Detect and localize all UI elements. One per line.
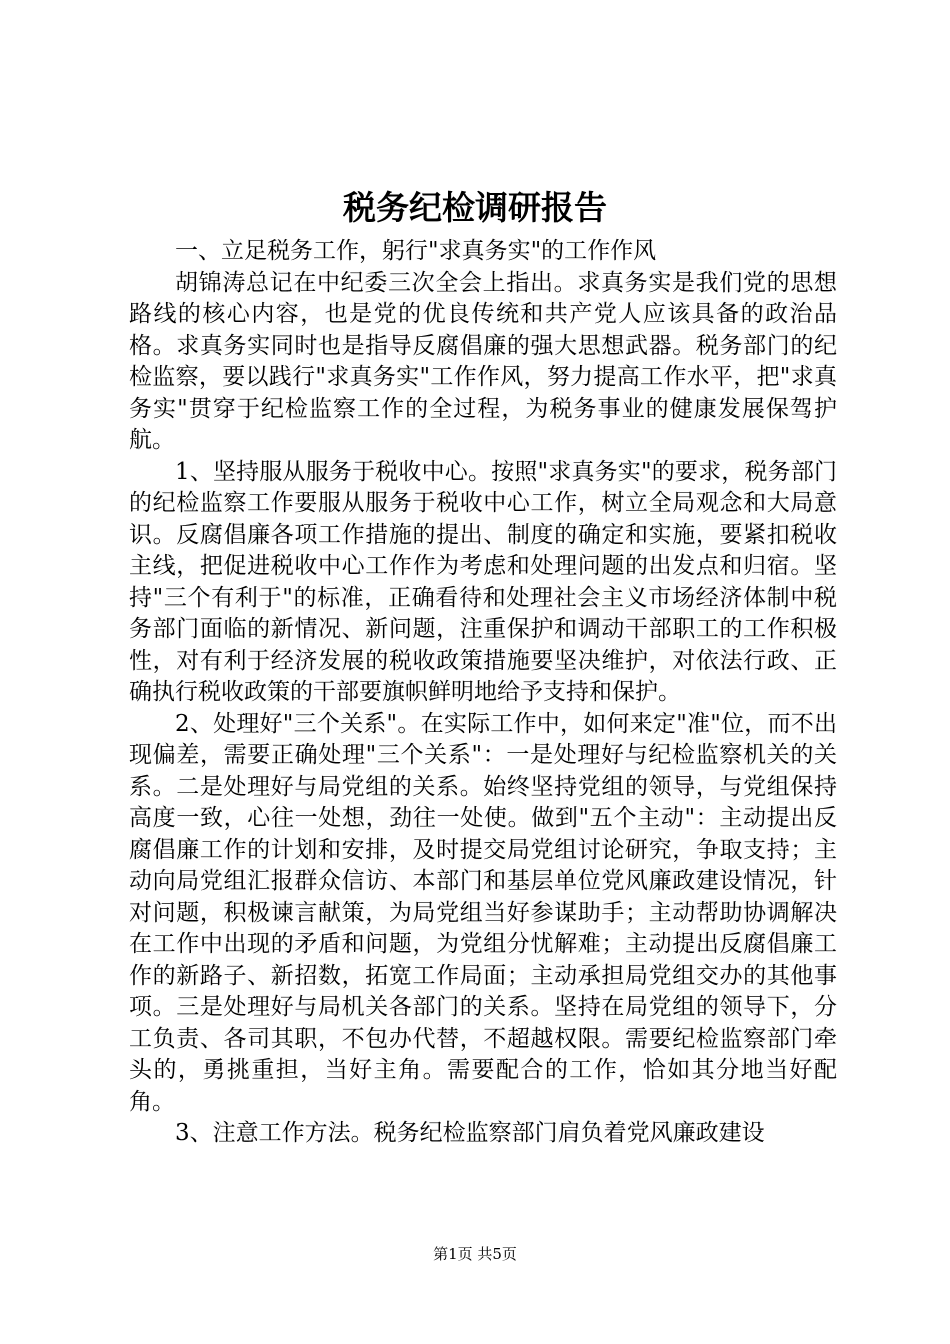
section-heading: 一、立足税务工作，躬行"求真务实"的工作作风 bbox=[175, 238, 657, 264]
page-number-footer: 第1页 共5页 bbox=[433, 1245, 517, 1263]
body-paragraph: 3、注意工作方法。税务纪检监察部门肩负着党风廉政建设 bbox=[175, 1120, 765, 1146]
body-paragraph: 1、坚持服从服务于税收中心。按照"求真务实"的要求，税务部门的纪检监察工作要服从服务于税收中心工作，树立全局观念和大局意识。反腐倡廉各项工作措施的提出、制度的确定和实施，要紧扣税收主线，把促进税收中心工作作为考虑和处理问题的出发点和归宿。坚持"三个有利于"的标准，正确看待和处理社会主义市场经济体制中税务部门面临的新情况、新问题，注重保护和调动干部职工的工作积极性，对有利于经济发展的税收政策措施要坚决维护，对依法行政、正确执行税收政策的干部要旗帜鲜明地给予支持和保护。 bbox=[129, 458, 837, 705]
body-paragraph: 胡锦涛总记在中纪委三次全会上指出。求真务实是我们党的思想路线的核心内容，也是党的优良传统和共产党人应该具备的政治品格。求真务实同时也是指导反腐倡廉的强大思想武器。税务部门的纪检监察，要以践行"求真务实"工作作风，努力提高工作水平，把"求真务实"贯穿于纪检监察工作的全过程，为税务事业的健康发展保驾护航。 bbox=[129, 269, 837, 453]
document-title: 税务纪检调研报告 bbox=[343, 188, 607, 227]
document-body bbox=[129, 236, 837, 1150]
body-paragraph: 2、处理好"三个关系"。在实际工作中，如何来定"准"位，而不出现偏差，需要正确处理"三个关系"：一是处理好与纪检监察机关的关系。二是处理好与局党组的关系。始终坚持党组的领导，与党组保持高度一致，心往一处想，劲往一处使。做到"五个主动"：主动提出反腐倡廉工作的计划和安排，及时提交局党组讨论研究，争取支持；主动向局党组汇报群众信访、本部门和基层单位党风廉政建设情况，针对问题，积极谏言献策，为局党组当好参谋助手；主动帮助协调解决在工作中出现的矛盾和问题，为党组分忧解难；主动提出反腐倡廉工作的新路子、新招数，拓宽工作局面；主动承担局党组交办的其他事项。三是处理好与局机关各部门的关系。坚持在局党组的领导下，分工负责、各司其职，不包办代替，不超越权限。需要纪检监察部门牵头的，勇挑重担，当好主角。需要配合的工作，恰如其分地当好配角。 bbox=[129, 710, 837, 1115]
